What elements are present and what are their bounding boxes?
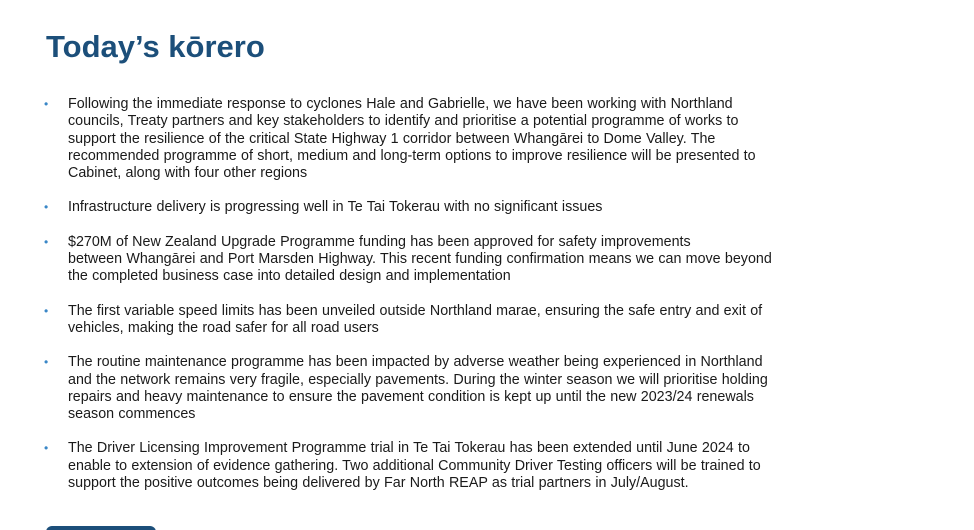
bullet-line: recommended programme of short, medium and long-term options to improve resilience will be presented to	[68, 147, 756, 164]
bullet-item	[40, 440, 920, 492]
bullet-line: and the network remains very fragile, especially pavements. During the winter season we will prioritise holding	[68, 371, 768, 388]
bullet-line: enable to extension of evidence gathering. Two additional Community Driver Testing officers will be trained to	[68, 457, 761, 474]
bullet-dot-icon: •	[44, 234, 49, 249]
bullet-text	[68, 234, 920, 286]
bullet-item	[40, 199, 920, 216]
bullet-line: support the resilience of the critical State Highway 1 corridor between Whangārei to Dome Valley. The	[68, 130, 716, 147]
bullet-text	[68, 440, 920, 492]
bullet-line: The routine maintenance programme has been impacted by adverse weather being experienced in Northland	[68, 354, 763, 371]
bullet-line: repairs and heavy maintenance to ensure the pavement condition is kept up until the new 2023/24 renewals	[68, 388, 754, 405]
bullet-line: $270M of New Zealand Upgrade Programme funding has been approved for safety improvements	[68, 233, 691, 250]
bullet-dot-icon: •	[44, 200, 49, 215]
bullet-line: support the positive outcomes being delivered by Far North REAP as trial partners in July/August.	[68, 475, 689, 492]
bullet-dot-icon: •	[44, 97, 49, 111]
bullet-item	[40, 234, 920, 286]
footer-accent-tab	[46, 526, 156, 530]
bullet-text	[68, 96, 920, 182]
page-title: Today’s kōrero	[46, 29, 265, 64]
bullet-dot-icon: •	[44, 355, 49, 370]
bullet-dot-icon: •	[44, 303, 49, 318]
bullet-line: vehicles, making the road safer for all road users	[68, 319, 379, 336]
bullet-item	[40, 354, 920, 423]
bullet-item	[40, 96, 920, 182]
bullet-dot-icon: •	[44, 441, 49, 456]
bullet-line: The Driver Licensing Improvement Programme trial in Te Tai Tokerau has been extended until June 2024 to	[68, 440, 750, 457]
bullet-text	[68, 303, 920, 338]
bullet-line: between Whangārei and Port Marsden Highway. This recent funding confirmation means we can move beyond	[68, 251, 772, 268]
bullet-list	[40, 96, 920, 509]
bullet-line: the completed business case into detailed design and implementation	[68, 268, 511, 285]
bullet-item	[40, 303, 920, 338]
bullet-text	[68, 199, 920, 216]
bullet-line: season commences	[68, 406, 196, 423]
bullet-text	[68, 354, 920, 423]
bullet-line: Cabinet, along with four other regions	[68, 165, 308, 182]
bullet-line: Infrastructure delivery is progressing well in Te Tai Tokerau with no significant issues	[68, 199, 603, 216]
bullet-line: councils, Treaty partners and key stakeholders to identify and prioritise a potential programme of works to	[68, 113, 739, 130]
bullet-line: Following the immediate response to cyclones Hale and Gabrielle, we have been working with Northland	[68, 96, 733, 112]
bullet-line: The first variable speed limits has been unveiled outside Northland marae, ensuring the safe entry and exit of	[68, 302, 763, 319]
